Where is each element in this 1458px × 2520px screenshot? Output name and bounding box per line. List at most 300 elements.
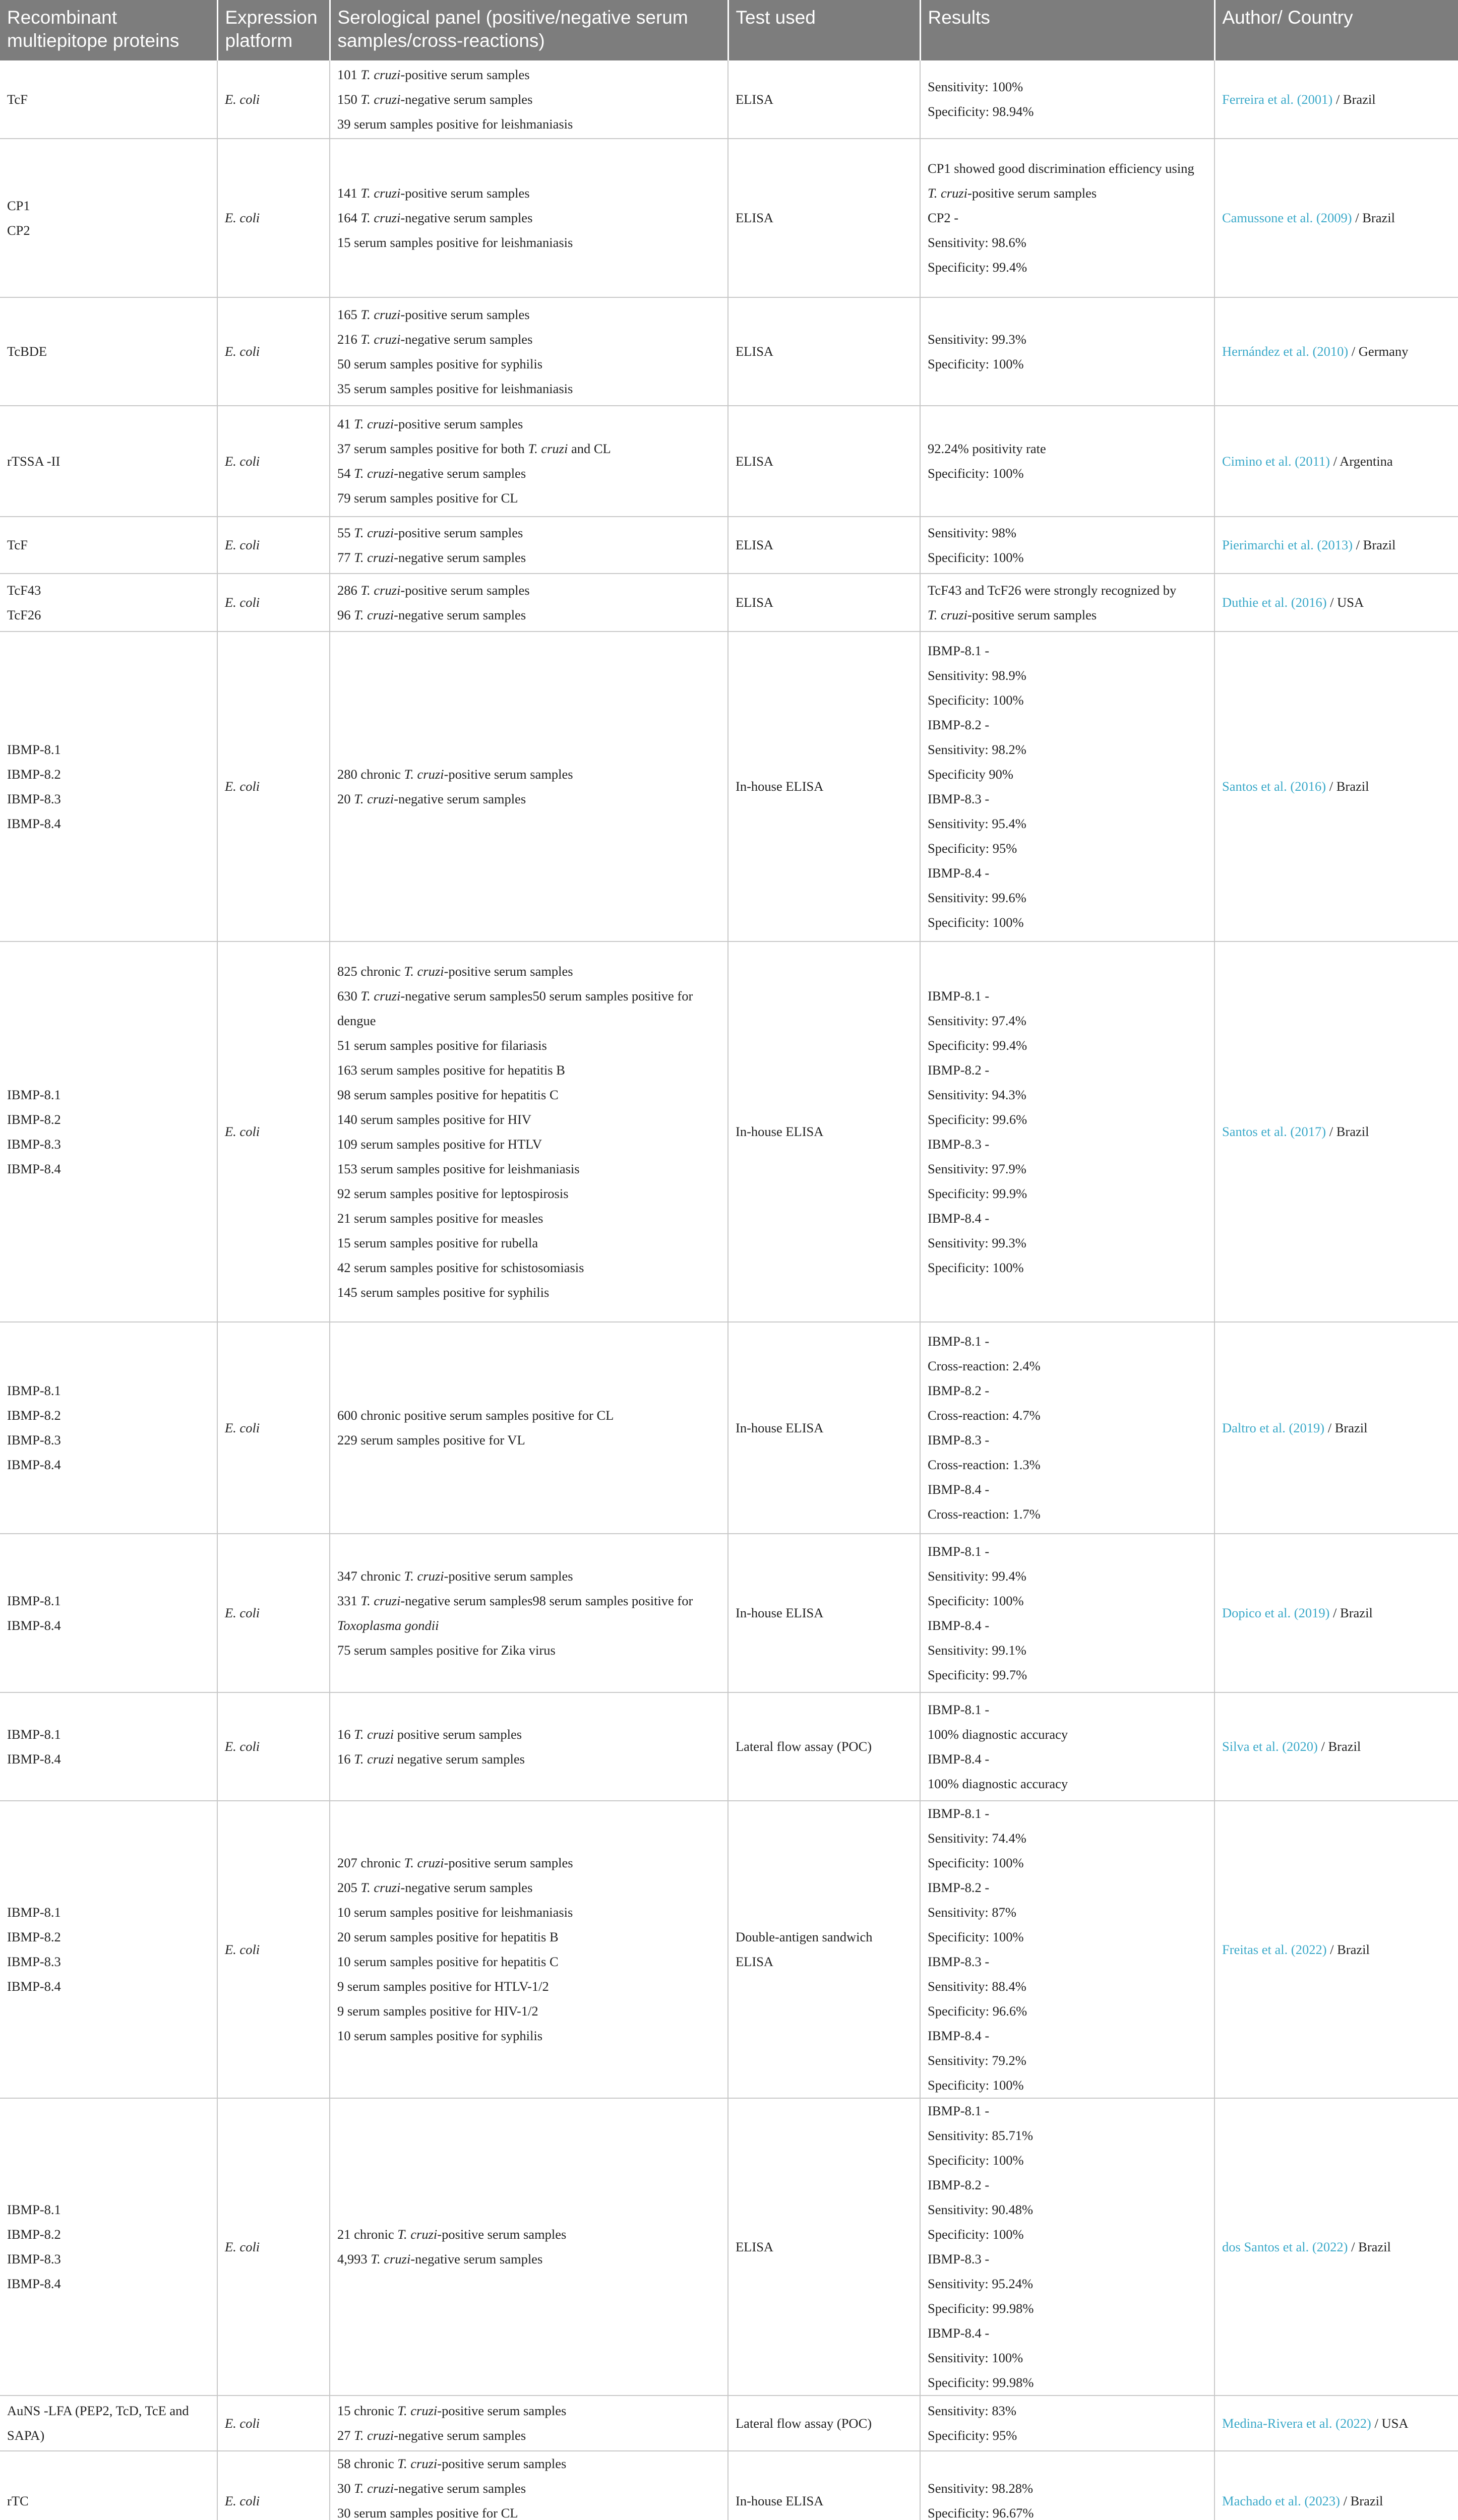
panel-cell (330, 941, 728, 1322)
expression-platform: E. coli (225, 2415, 260, 2431)
text-segment: 153 serum samples positive for leishmaniasis (337, 1161, 580, 1176)
panel-line (337, 87, 720, 112)
result-line (928, 1132, 1207, 1157)
text-segment: 15 chronic (337, 2403, 398, 2418)
country: Brazil (1340, 1605, 1373, 1620)
text-segment: -positive serum samples (967, 185, 1097, 201)
result-line (928, 1589, 1207, 1613)
panel-line (337, 1589, 720, 1613)
panel-line (337, 1428, 720, 1453)
platform-cell (217, 2451, 330, 2520)
result-line (928, 639, 1207, 663)
result-line (928, 1231, 1207, 1255)
result-line (928, 787, 1207, 811)
result-line (928, 461, 1207, 486)
text-segment: Sensitivity: 95.4% (928, 815, 1026, 831)
result-line (928, 1949, 1207, 1974)
panel-line (337, 1851, 720, 1875)
result-line (928, 1157, 1207, 1181)
text-segment: 55 (337, 525, 354, 540)
text-segment: 20 serum samples positive for hepatitis B (337, 1929, 559, 1944)
text-segment: 27 (337, 2428, 354, 2443)
panel-line (337, 2423, 720, 2448)
text-segment: 30 serum samples positive for CL (337, 2505, 518, 2520)
italic-term: T. cruzi (360, 91, 401, 107)
results-cell (920, 632, 1214, 941)
proteins-cell (0, 297, 217, 406)
text-segment: 164 (337, 210, 361, 225)
result-line (928, 2123, 1207, 2148)
proteins-cell (0, 1534, 217, 1692)
result-line (928, 2173, 1207, 2197)
text-segment: IBMP-8.3 - (928, 1954, 990, 1969)
results-cell (920, 297, 1214, 406)
panel-cell (330, 1692, 728, 1801)
text-segment: 165 (337, 306, 361, 322)
text-segment: 150 (337, 91, 361, 107)
result-line (928, 2073, 1207, 2098)
protein-name: IBMP-8.1 (7, 741, 61, 757)
text-segment: 92.24% positivity rate (928, 441, 1046, 456)
italic-term: T. cruzi (360, 67, 401, 82)
citation-link[interactable]: dos Santos et al. (2022) (1222, 2239, 1348, 2254)
expression-platform: E. coli (225, 595, 260, 610)
expression-platform: E. coli (225, 537, 260, 552)
country: USA (1337, 595, 1364, 610)
header-row (0, 0, 1458, 60)
proteins-cell (0, 139, 217, 297)
panel-line (337, 1564, 720, 1589)
text-segment: 79 serum samples positive for CL (337, 490, 518, 506)
italic-term: T. cruzi (360, 331, 401, 347)
results-cell (920, 1801, 1214, 2098)
header-panel: Serological panel (positive/negative serum samples/cross-reactions) (330, 0, 728, 60)
platform-cell (217, 1692, 330, 1801)
result-line (928, 1875, 1207, 1900)
italic-term: T. cruzi (404, 1855, 444, 1870)
citation-link[interactable]: Santos et al. (2017) (1222, 1124, 1326, 1139)
text-segment: Specificity: 96.6% (928, 2003, 1027, 2019)
italic-term: T. cruzi (397, 2403, 438, 2418)
panel-cell (330, 139, 728, 297)
result-line (928, 1502, 1207, 1527)
text-segment: Specificity: 99.9% (928, 1185, 1027, 1201)
panel-line (337, 959, 720, 984)
panel-line (337, 545, 720, 570)
text-segment: Sensitivity: 98.9% (928, 667, 1026, 683)
text-segment: 100% diagnostic accuracy (928, 1726, 1068, 1742)
proteins-cell (0, 1322, 217, 1534)
table-row (0, 1322, 1458, 1534)
text-segment: -positive serum samples (394, 525, 523, 540)
table-row (0, 2098, 1458, 2396)
text-segment: Specificity: 98.94% (928, 104, 1034, 119)
text-segment: IBMP-8.4 - (928, 2028, 990, 2043)
text-segment: 101 (337, 67, 361, 82)
panel-line (337, 230, 720, 255)
text-segment: Specificity: 100% (928, 466, 1024, 481)
expression-platform: E. coli (225, 1941, 260, 1957)
citation-link[interactable]: Freitas et al. (2022) (1222, 1941, 1327, 1957)
protein-name: IBMP-8.4 (7, 1161, 61, 1176)
platform-cell (217, 139, 330, 297)
text-segment: 96 (337, 607, 354, 622)
panel-line (337, 1403, 720, 1428)
text-segment: 20 (337, 791, 354, 806)
citation-link[interactable]: Medina-Rivera et al. (2022) (1222, 2415, 1371, 2431)
text-segment: Sensitivity: 99.6% (928, 890, 1026, 905)
panel-line (337, 762, 720, 787)
panel-line (337, 302, 720, 327)
results-cell (920, 406, 1214, 517)
country: USA (1381, 2415, 1409, 2431)
text-segment: -positive serum samples (394, 416, 523, 431)
text-segment: Sensitivity: 79.2% (928, 2053, 1026, 2068)
text-segment: negative serum samples (394, 1751, 525, 1767)
table-row (0, 941, 1458, 1322)
protein-name: TcF (7, 537, 28, 552)
result-line (928, 521, 1207, 545)
italic-term: T. cruzi (397, 2227, 438, 2242)
text-segment: Specificity: 100% (928, 356, 1024, 371)
proteins-cell (0, 2098, 217, 2396)
text-segment: IBMP-8.4 - (928, 1751, 990, 1767)
header-test: Test used (728, 0, 920, 60)
italic-term: T. cruzi (928, 185, 968, 201)
expression-platform: E. coli (225, 1739, 260, 1754)
panel-line (337, 112, 720, 137)
italic-term: T. cruzi (354, 549, 394, 565)
text-segment: 205 (337, 1880, 361, 1895)
text-segment: -negative serum samples (394, 791, 526, 806)
panel-cell (330, 1322, 728, 1534)
text-segment: 16 (337, 1726, 354, 1742)
text-segment: Specificity 90% (928, 766, 1013, 782)
protein-name: TcF43 (7, 582, 41, 598)
platform-cell (217, 2396, 330, 2451)
text-segment: Specificity: 99.7% (928, 1667, 1027, 1682)
text-segment: -negative serum samples (400, 331, 533, 347)
text-segment: -negative serum samples (394, 2481, 526, 2496)
author-cell: Cimino et al. (2011) / Argentina (1214, 406, 1458, 517)
text-segment: Specificity: 96.67% (928, 2505, 1034, 2520)
citation-link[interactable]: Cimino et al. (2011) (1222, 453, 1330, 469)
text-segment: -positive serum samples (967, 607, 1097, 622)
text-segment: IBMP-8.2 - (928, 1880, 990, 1895)
panel-line (337, 1999, 720, 2024)
text-segment: -positive serum samples (400, 582, 530, 598)
protein-name: IBMP-8.3 (7, 791, 61, 806)
panel-line (337, 1033, 720, 1058)
text-segment: 30 (337, 2481, 354, 2496)
text-segment: Specificity: 100% (928, 2227, 1024, 2242)
citation-link[interactable]: Ferreira et al. (2001) (1222, 91, 1333, 107)
country: Brazil (1336, 779, 1369, 794)
result-line (928, 1747, 1207, 1772)
results-cell (920, 60, 1214, 139)
panel-line (337, 461, 720, 486)
panel-cell (330, 2451, 728, 2520)
protein-name: IBMP-8.1 (7, 1593, 61, 1608)
test-cell: ELISA (728, 139, 920, 297)
result-line (928, 1851, 1207, 1875)
author-cell: Dopico et al. (2019) / Brazil (1214, 1534, 1458, 1692)
country: Brazil (1358, 2239, 1391, 2254)
text-segment: Sensitivity: 98.6% (928, 235, 1026, 250)
text-segment: IBMP-8.3 - (928, 1432, 990, 1447)
protein-name: IBMP-8.2 (7, 1408, 61, 1423)
text-segment: 331 (337, 1593, 361, 1608)
table-row (0, 1534, 1458, 1692)
header-results: Results (920, 0, 1214, 60)
text-segment: -positive serum samples (400, 185, 530, 201)
result-line (928, 1378, 1207, 1403)
author-cell: Medina-Rivera et al. (2022) / USA (1214, 2396, 1458, 2451)
text-segment: IBMP-8.2 - (928, 1383, 990, 1398)
text-segment: Sensitivity: 99.1% (928, 1642, 1026, 1658)
platform-cell (217, 297, 330, 406)
text-segment: IBMP-8.1 - (928, 1806, 990, 1821)
table-row (0, 2396, 1458, 2451)
protein-name: IBMP-8.3 (7, 1136, 61, 1152)
result-line (928, 1539, 1207, 1564)
platform-cell (217, 1322, 330, 1534)
panel-line (337, 1925, 720, 1949)
protein-name: IBMP-8.4 (7, 815, 61, 831)
protein-name: IBMP-8.1 (7, 1383, 61, 1398)
italic-term: T. cruzi (354, 1726, 394, 1742)
italic-term: T. cruzi (404, 963, 444, 979)
country: Brazil (1336, 1124, 1369, 1139)
result-line (928, 1033, 1207, 1058)
panel-line (337, 206, 720, 230)
results-cell (920, 1692, 1214, 1801)
result-line (928, 2247, 1207, 2272)
text-segment: 630 (337, 988, 361, 1003)
expression-platform: E. coli (225, 344, 260, 359)
text-segment: Cross-reaction: 1.7% (928, 1506, 1041, 1522)
author-cell: Ferreira et al. (2001) / Brazil (1214, 60, 1458, 139)
results-cell (920, 2098, 1214, 2396)
result-line (928, 737, 1207, 762)
panel-line (337, 1157, 720, 1181)
citation-link[interactable]: Dopico et al. (2019) (1222, 1605, 1330, 1620)
result-line (928, 2399, 1207, 2423)
citation-link[interactable]: Silva et al. (2020) (1222, 1739, 1318, 1754)
result-line (928, 1453, 1207, 1477)
italic-term: T. cruzi (928, 607, 968, 622)
protein-name: IBMP-8.1 (7, 1087, 61, 1102)
text-segment: -positive serum samples (444, 1568, 573, 1584)
text-segment: IBMP-8.4 - (928, 1617, 990, 1633)
panel-cell (330, 1801, 728, 2098)
text-segment: 229 serum samples positive for VL (337, 1432, 525, 1447)
panel-line (337, 2247, 720, 2272)
expression-platform: E. coli (225, 1605, 260, 1620)
proteins-cell (0, 941, 217, 1322)
text-segment: 21 serum samples positive for measles (337, 1210, 543, 1226)
text-segment: Sensitivity: 100% (928, 2350, 1023, 2365)
text-segment: IBMP-8.1 - (928, 643, 990, 658)
italic-term: T. cruzi (360, 185, 401, 201)
text-segment: -negative serum samples (394, 549, 526, 565)
text-segment: 9 serum samples positive for HTLV-1/2 (337, 1979, 549, 1994)
text-segment: 54 (337, 466, 354, 481)
text-segment: 16 (337, 1751, 354, 1767)
author-cell: Daltro et al. (2019) / Brazil (1214, 1322, 1458, 1534)
text-segment: 825 chronic (337, 963, 404, 979)
result-line (928, 2423, 1207, 2448)
citation-link[interactable]: Camussone et al. (2009) (1222, 210, 1352, 225)
panel-line (337, 376, 720, 401)
result-line (928, 984, 1207, 1009)
citation-link[interactable]: Santos et al. (2016) (1222, 779, 1326, 794)
text-segment: 145 serum samples positive for syphilis (337, 1284, 550, 1300)
result-line (928, 255, 1207, 280)
text-segment: Sensitivity: 97.9% (928, 1161, 1026, 1176)
text-segment: 286 (337, 582, 361, 598)
result-line (928, 1181, 1207, 1206)
text-segment: 39 serum samples positive for leishmaniasis (337, 116, 573, 132)
proteins-cell (0, 574, 217, 632)
text-segment: Specificity: 100% (928, 914, 1024, 930)
table-row (0, 406, 1458, 517)
panel-cell (330, 632, 728, 941)
text-segment: 98 serum samples positive for hepatitis C (337, 1087, 559, 1102)
italic-term: T. cruzi (360, 210, 401, 225)
test-cell: ELISA (728, 2098, 920, 2396)
result-line (928, 1772, 1207, 1796)
text-segment: -negative serum samples (394, 607, 526, 622)
text-segment: 21 chronic (337, 2227, 398, 2242)
result-line (928, 1564, 1207, 1589)
citation-link[interactable]: Machado et al. (2023) (1222, 2493, 1340, 2508)
citation-link[interactable]: Pierimarchi et al. (2013) (1222, 537, 1353, 552)
text-segment: Sensitivity: 90.48% (928, 2202, 1034, 2217)
table-body (0, 60, 1458, 2520)
panel-line (337, 521, 720, 545)
expression-platform: E. coli (225, 1420, 260, 1435)
result-line (928, 1354, 1207, 1378)
result-line (928, 836, 1207, 861)
text-segment: TcF43 and TcF26 were strongly recognized by (928, 582, 1177, 598)
test-cell: In-house ELISA (728, 941, 920, 1322)
italic-term: T. cruzi (354, 607, 394, 622)
text-segment: 92 serum samples positive for leptospirosis (337, 1185, 569, 1201)
table-row (0, 632, 1458, 941)
author-cell: Hernández et al. (2010) / Germany (1214, 297, 1458, 406)
italic-term: T. cruzi (360, 306, 401, 322)
text-segment: Sensitivity: 83% (928, 2403, 1016, 2418)
result-line (928, 2296, 1207, 2321)
text-segment: Cross-reaction: 2.4% (928, 1358, 1041, 1373)
test-cell: In-house ELISA (728, 632, 920, 941)
text-segment: IBMP-8.4 - (928, 1482, 990, 1497)
protein-name: rTSSA -II (7, 453, 60, 469)
proteins-cell (0, 517, 217, 574)
result-line (928, 1206, 1207, 1231)
italic-term: T. cruzi (404, 1568, 444, 1584)
proteins-cell (0, 632, 217, 941)
panel-cell (330, 60, 728, 139)
protein-name: TcF (7, 91, 28, 107)
result-line (928, 1058, 1207, 1083)
protein-name: IBMP-8.3 (7, 1432, 61, 1447)
proteins-cell (0, 60, 217, 139)
protein-name: CP2 (7, 222, 30, 238)
country: Brazil (1328, 1739, 1361, 1754)
panel-line (337, 1107, 720, 1132)
panel-cell (330, 517, 728, 574)
text-segment: 51 serum samples positive for filariasis (337, 1037, 547, 1053)
text-segment: IBMP-8.2 - (928, 2177, 990, 2192)
text-segment: IBMP-8.2 - (928, 717, 990, 732)
result-line (928, 713, 1207, 737)
result-line (928, 2346, 1207, 2370)
text-segment: Specificity: 100% (928, 692, 1024, 708)
text-segment: -positive serum samples (437, 2456, 567, 2471)
text-segment: Specificity: 100% (928, 549, 1024, 565)
text-segment: IBMP-8.3 - (928, 1136, 990, 1152)
text-segment: 15 serum samples positive for leishmaniasis (337, 235, 573, 250)
test-cell: ELISA (728, 406, 920, 517)
proteins-cell (0, 2396, 217, 2451)
result-line (928, 1974, 1207, 1999)
proteins-cell (0, 1801, 217, 2098)
author-cell: Pierimarchi et al. (2013) / Brazil (1214, 517, 1458, 574)
result-line (928, 352, 1207, 376)
text-segment: 75 serum samples positive for Zika virus (337, 1642, 556, 1658)
text-segment: -positive serum samples (400, 67, 530, 82)
table-row (0, 139, 1458, 297)
platform-cell (217, 406, 330, 517)
panel-line (337, 1181, 720, 1206)
header-proteins: Recombinant multiepitope proteins (0, 0, 217, 60)
citation-link[interactable]: Daltro et al. (2019) (1222, 1420, 1325, 1435)
italic-term: T. cruzi (354, 791, 394, 806)
protein-name: IBMP-8.4 (7, 1617, 61, 1633)
platform-cell (217, 517, 330, 574)
result-line (928, 2024, 1207, 2048)
country: Brazil (1334, 1420, 1368, 1435)
text-segment: 280 chronic (337, 766, 404, 782)
result-line (928, 2048, 1207, 2073)
text-segment: -positive serum samples (444, 1855, 573, 1870)
protein-name: IBMP-8.2 (7, 766, 61, 782)
text-segment: 163 serum samples positive for hepatitis B (337, 1062, 565, 1078)
text-segment: -positive serum samples (437, 2227, 567, 2242)
expression-platform: E. coli (225, 1124, 260, 1139)
result-line (928, 688, 1207, 713)
text-segment: Specificity: 99.98% (928, 2301, 1034, 2316)
test-cell: ELISA (728, 297, 920, 406)
text-segment: Sensitivity: 85.71% (928, 2128, 1034, 2143)
text-segment: 347 chronic (337, 1568, 404, 1584)
citation-link[interactable]: Hernández et al. (2010) (1222, 344, 1349, 359)
result-line (928, 1083, 1207, 1107)
italic-term: T. cruzi (371, 2251, 411, 2266)
text-segment: 100% diagnostic accuracy (928, 1776, 1068, 1791)
result-line (928, 1999, 1207, 2024)
results-cell (920, 1322, 1214, 1534)
result-line (928, 762, 1207, 787)
text-segment: IBMP-8.1 - (928, 988, 990, 1003)
table-row (0, 297, 1458, 406)
citation-link[interactable]: Duthie et al. (2016) (1222, 595, 1327, 610)
panel-line (337, 984, 720, 1033)
result-line (928, 1900, 1207, 1925)
country: Brazil (1362, 210, 1395, 225)
